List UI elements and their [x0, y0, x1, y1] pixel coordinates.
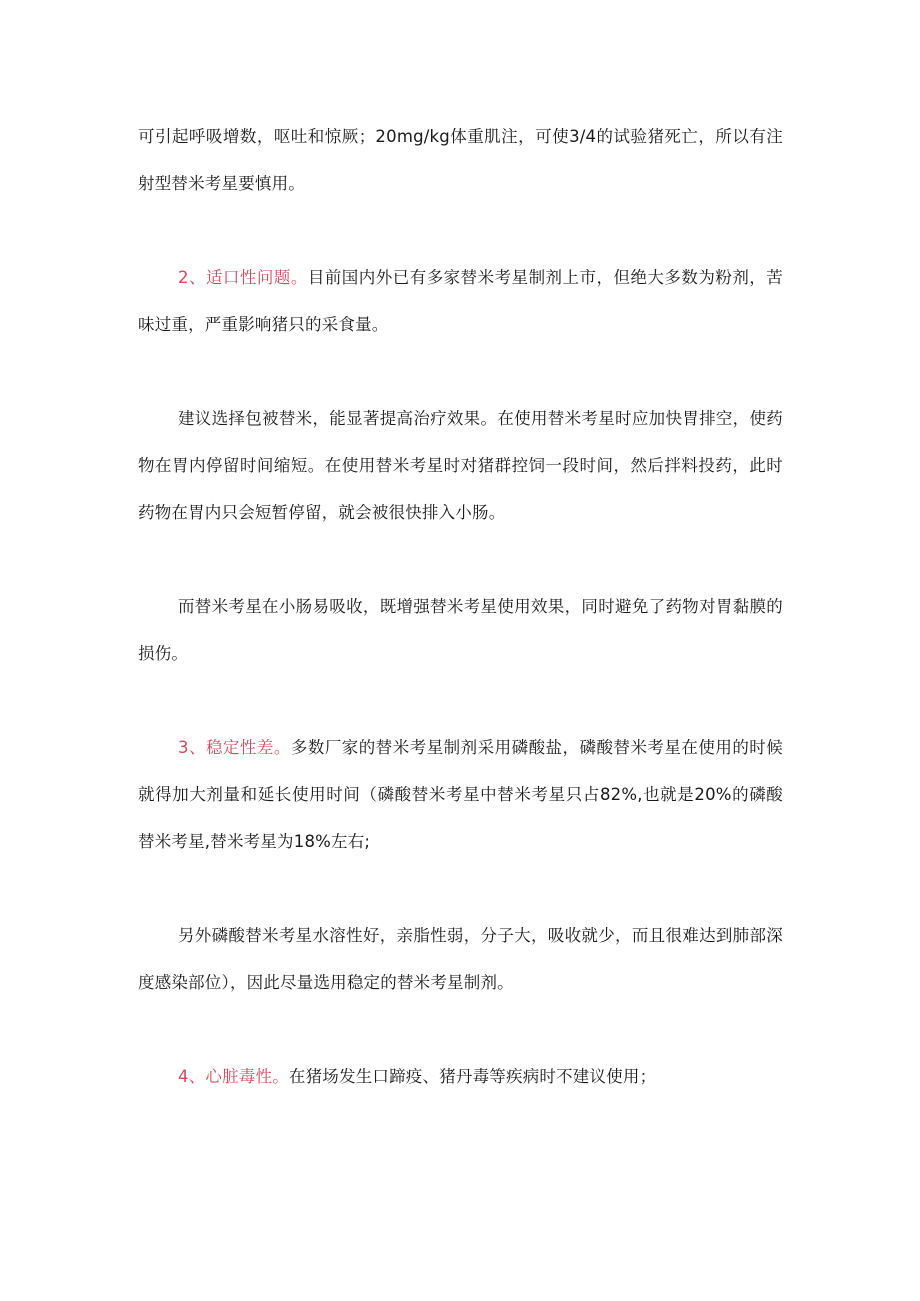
- paragraph-phosphate-solubility: [138, 912, 783, 1006]
- paragraph-text: 目前国内外已有多家替米考星制剂上市，但绝大多数为粉剂，苦味过重，严重影响猪只的采食量。: [138, 268, 783, 334]
- paragraph-coated-recommendation: [138, 395, 783, 536]
- paragraph-text: 另外磷酸替米考星水溶性好，亲脂性弱，分子大，吸收就少，而且很难达到肺部深度感染部位），因此尽量选用稳定的替米考星制剂。: [138, 926, 783, 992]
- section-heading-cardiotoxicity: 4、心脏毒性。: [178, 1067, 289, 1086]
- paragraph-intestine-absorption: [138, 583, 783, 677]
- paragraph-text: 可引起呼吸增数，呕吐和惊厥；20mg/kg体重肌注，可使3/4的试验猪死亡，所以有注射型替米考星要慎用。: [138, 127, 783, 193]
- section-heading-palatability: 2、适口性问题。: [178, 268, 308, 287]
- paragraph-cardiotoxicity: [138, 1053, 783, 1100]
- paragraph-palatability: [138, 254, 783, 348]
- paragraph-toxicity-continued: [138, 113, 783, 207]
- section-heading-stability: 3、稳定性差。: [178, 738, 291, 757]
- paragraph-text: 在猪场发生口蹄疫、猪丹毒等疾病时不建议使用；: [288, 1067, 657, 1086]
- paragraph-text: 而替米考星在小肠易吸收，既增强替米考星使用效果，同时避免了药物对胃黏膜的损伤。: [138, 597, 783, 663]
- paragraph-text: 多数厂家的替米考星制剂采用磷酸盐，磷酸替米考星在使用的时候就得加大剂量和延长使用时间（磷酸替米考星中替米考星只占82%,也就是20%的磷酸替米考星,替米考星为18%左右;: [138, 738, 783, 851]
- paragraph-text: 建议选择包被替米，能显著提高治疗效果。在使用替米考星时应加快胃排空，使药物在胃内停留时间缩短。在使用替米考星时对猪群控饲一段时间，然后拌料投药，此时药物在胃内只会短暂停留，就会被很快排入小肠。: [138, 409, 783, 522]
- paragraph-stability: [138, 724, 783, 865]
